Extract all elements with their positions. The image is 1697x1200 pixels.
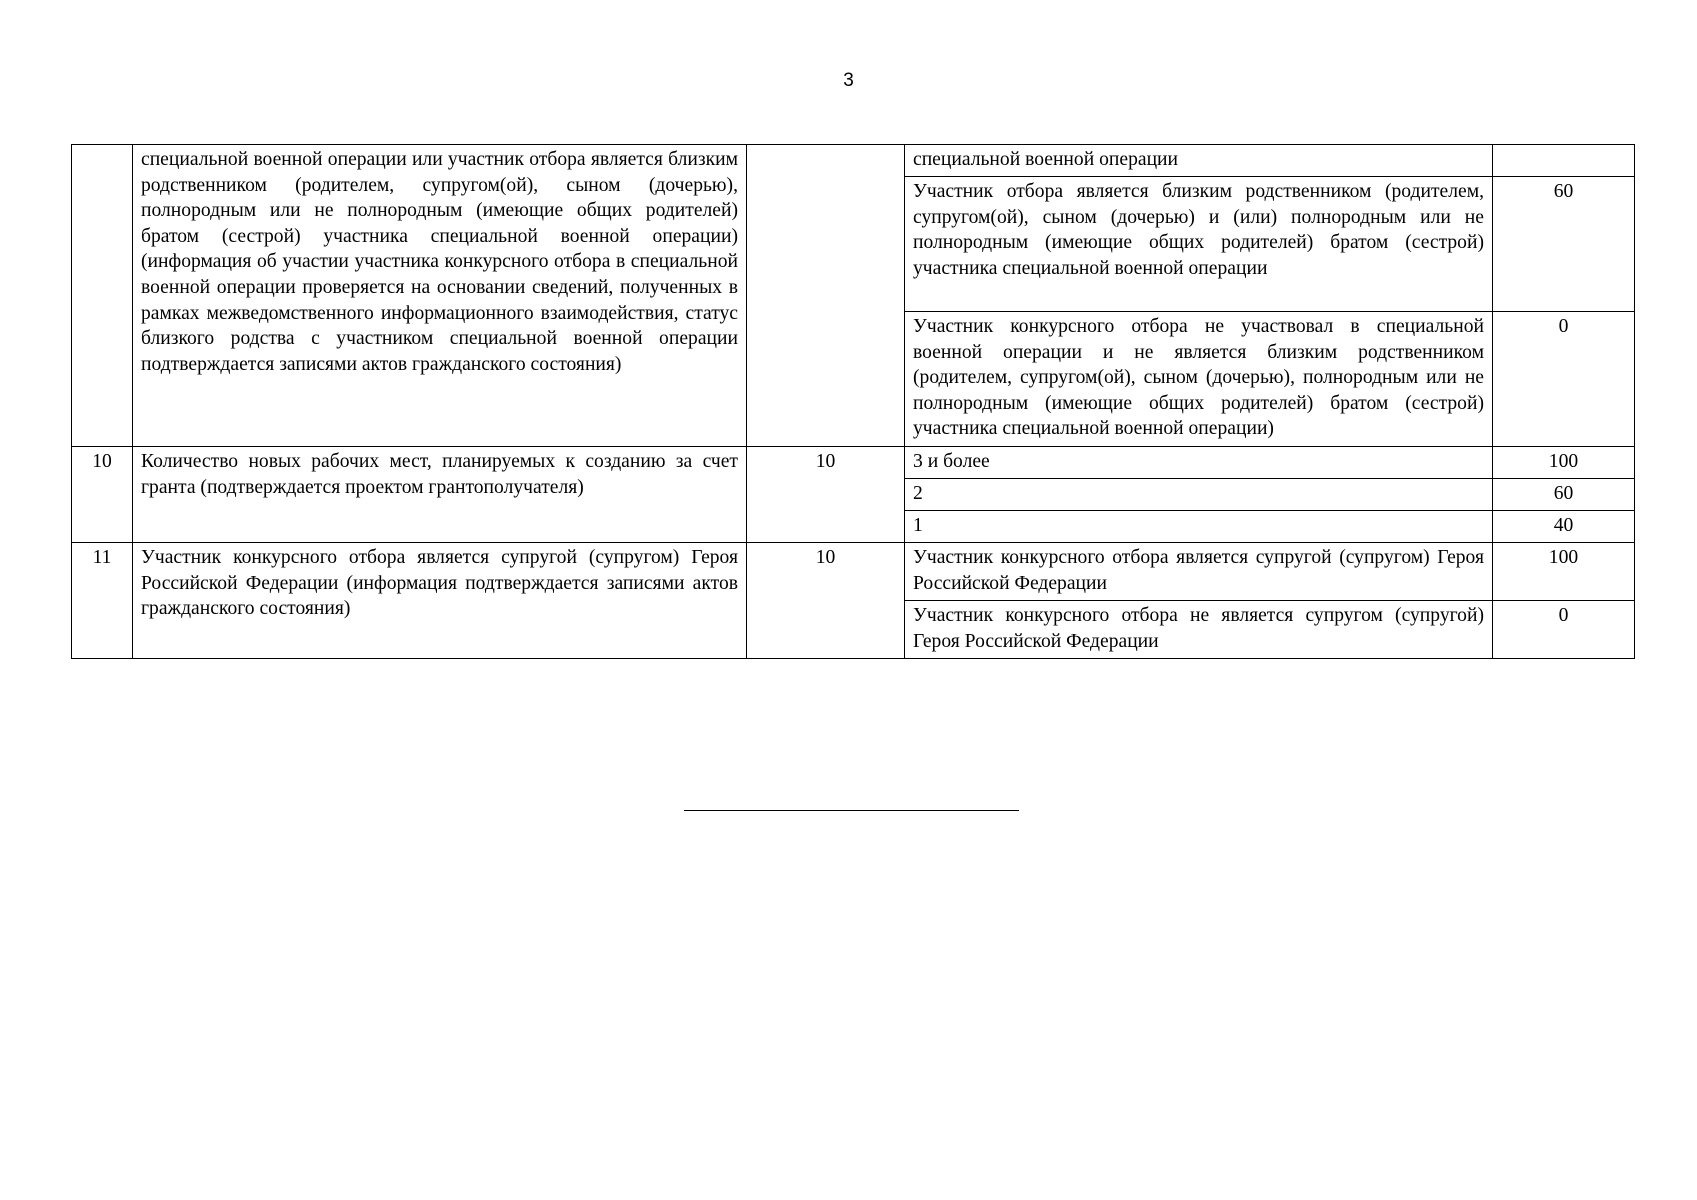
criterion-score: 0 — [1493, 312, 1635, 447]
criterion-option: Участник конкурсного отбора является супругой (супругом) Героя Российской Федерации — [905, 543, 1493, 601]
table-row — [72, 447, 1635, 479]
table-row — [72, 145, 1635, 177]
criterion-weight: 10 — [747, 447, 905, 543]
criterion-description: Участник конкурсного отбора является супругой (супругом) Героя Российской Федерации (информация подтверждается записями актов гражданского состояния) — [133, 543, 747, 659]
criterion-option: специальной военной операции — [905, 145, 1493, 177]
criterion-option: Участник конкурсного отбора не является супругом (супругой) Героя Российской Федерации — [905, 601, 1493, 659]
criterion-description: Количество новых рабочих мест, планируемых к созданию за счет гранта (подтверждается проектом грантополучателя) — [133, 447, 747, 543]
page-number: 3 — [843, 70, 854, 91]
criterion-option: Участник отбора является близким родственником (родителем, супругом(ой), сыном (дочерью) и (или) полнородным или не полнородным (имеющие общих родителей) братом (сестрой) участника специальной военной операции — [905, 177, 1493, 312]
criterion-score: 100 — [1493, 543, 1635, 601]
criterion-weight — [747, 145, 905, 447]
criterion-option: 1 — [905, 511, 1493, 543]
criterion-number — [72, 145, 133, 447]
table-row — [72, 543, 1635, 601]
criterion-description: специальной военной операции или участник отбора является близким родственником (родителем, супругом(ой), сыном (дочерью), полнородным или не полнородным (имеющие общих родителей) братом (сестрой) участника специальной военной операции) (информация об участии участника конкурсного отбора в специальной военной операции проверяется на основании сведений, полученных в рамках межведомственного информационного взаимодействия, статус близкого родства с участником специальной военной операции подтверждается записями актов гражданского состояния) — [133, 145, 747, 447]
criterion-weight: 10 — [747, 543, 905, 659]
criterion-number: 10 — [72, 447, 133, 543]
criterion-option: 2 — [905, 479, 1493, 511]
criteria-table — [71, 144, 1635, 659]
criterion-score: 100 — [1493, 447, 1635, 479]
criterion-score: 40 — [1493, 511, 1635, 543]
criterion-score: 60 — [1493, 177, 1635, 312]
end-of-document-line — [684, 810, 1019, 811]
criterion-option: 3 и более — [905, 447, 1493, 479]
criterion-score: 60 — [1493, 479, 1635, 511]
criterion-number: 11 — [72, 543, 133, 659]
criterion-option: Участник конкурсного отбора не участвовал в специальной военной операции и не является близким родственником (родителем, супругом(ой), сыном (дочерью), полнородным или не полнородным (имеющие общих родителей) братом (сестрой) участника специальной военной операции) — [905, 312, 1493, 447]
criterion-score: 0 — [1493, 601, 1635, 659]
criterion-score — [1493, 145, 1635, 177]
